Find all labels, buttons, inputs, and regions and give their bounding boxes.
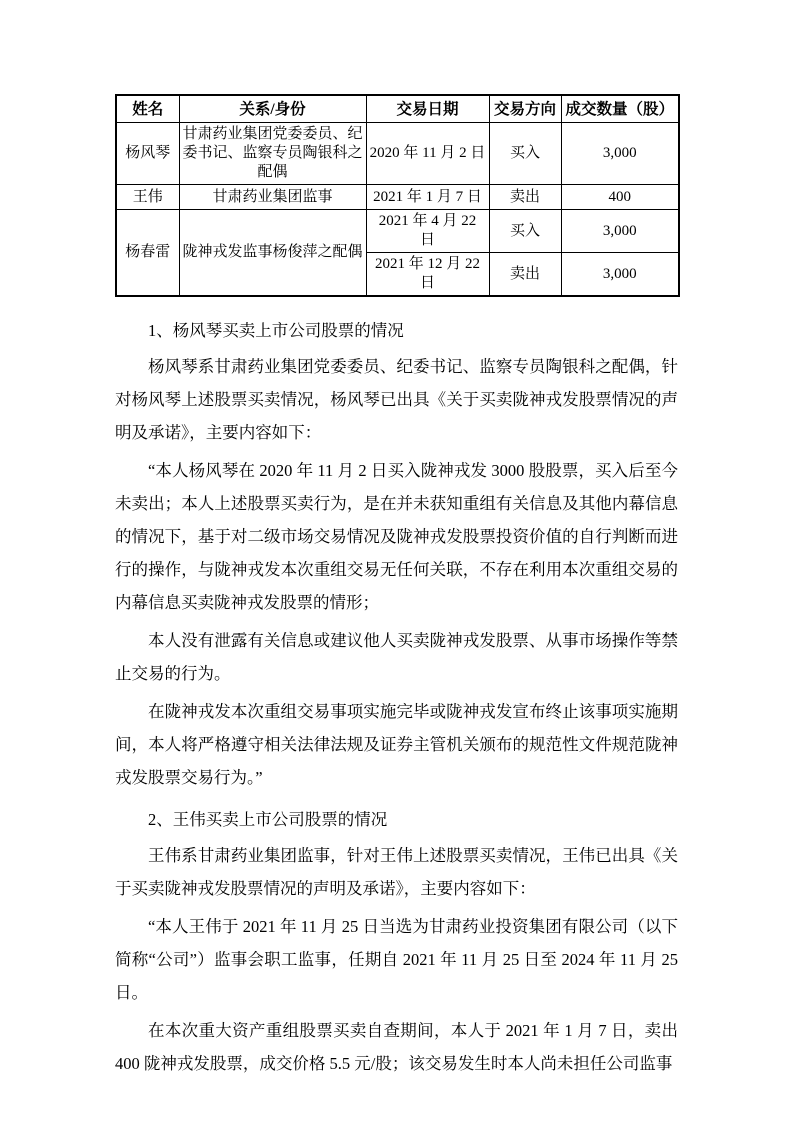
table-row: [116, 185, 679, 210]
cell-trade-quantity: 3,000: [561, 123, 679, 185]
cell-trade-quantity: 3,000: [561, 253, 679, 297]
cell-name: 王伟: [116, 185, 179, 210]
paragraph: 本人没有泄露有关信息或建议他人买卖陇神戎发股票、从事市场操作等禁止交易的行为。: [115, 631, 678, 683]
cell-trade-direction: 卖出: [489, 185, 561, 210]
paragraph: 在本次重大资产重组股票买卖自查期间，本人于 2021 年 1 月 7 日，卖出 400 陇神戎发股票，成交价格 5.5 元/股；该交易发生时本人尚未担任公司监事: [115, 1021, 678, 1073]
cell-relation: 陇神戎发监事杨俊萍之配偶: [179, 210, 366, 297]
cell-relation: 甘肃药业集团监事: [179, 185, 366, 210]
header-trade-direction: 交易方向: [489, 95, 561, 123]
cell-trade-date: 2021 年 1 月 7 日: [366, 185, 489, 210]
header-name: 姓名: [116, 95, 179, 123]
table-row: [116, 123, 679, 185]
cell-trade-date: 2021 年 4 月 22 日: [366, 210, 489, 253]
paragraph: 王伟系甘肃药业集团监事，针对王伟上述股票买卖情况，王伟已出具《关于买卖陇神戎发股票情况的声明及承诺》，主要内容如下：: [115, 846, 678, 898]
paragraph: “本人杨风琴在 2020 年 11 月 2 日买入陇神戎发 3000 股股票，买入后至今未卖出；本人上述股票买卖行为，是在并未获知重组有关信息及其他内幕信息的情况下，基于对二级市场交易情况及陇神戎发股票投资价值的自行判断而进行的操作，与陇神戎发本次重组交易无任何关联，不存在利用本次重组交易的内幕信息买卖陇神戎发股票的情形；: [115, 461, 678, 612]
table-row: [116, 210, 679, 253]
section-yangfengqin: [115, 314, 678, 794]
cell-trade-date: 2021 年 12 月 22 日: [366, 253, 489, 297]
cell-trade-direction: 买入: [489, 123, 561, 185]
cell-name: 杨春雷: [116, 210, 179, 297]
paragraph: 杨风琴系甘肃药业集团党委委员、纪委书记、监察专员陶银科之配偶，针对杨风琴上述股票买卖情况，杨风琴已出具《关于买卖陇神戎发股票情况的声明及承诺》，主要内容如下：: [115, 357, 678, 442]
header-trade-quantity: 成交数量（股）: [561, 95, 679, 123]
table-header-row: [116, 95, 679, 123]
cell-name: 杨风琴: [116, 123, 179, 185]
document-content: [115, 94, 678, 1085]
header-relation: 关系/身份: [179, 95, 366, 123]
paragraph: “本人王伟于 2021 年 11 月 25 日当选为甘肃药业投资集团有限公司（以下简称“公司”）监事会职工监事，任期自 2021 年 11 月 25 日至 2024 年 11 月 25 日。: [115, 917, 678, 1002]
cell-trade-date: 2020 年 11 月 2 日: [366, 123, 489, 185]
section-heading: 1、杨风琴买卖上市公司股票的情况: [148, 321, 404, 340]
insider-trades-table: [115, 94, 680, 297]
cell-trade-quantity: 3,000: [561, 210, 679, 253]
cell-relation: 甘肃药业集团党委委员、纪委书记、监察专员陶银科之配偶: [179, 123, 366, 185]
section-heading: 2、王伟买卖上市公司股票的情况: [148, 810, 388, 829]
section-wangwei: [115, 803, 678, 1080]
paragraph: 在陇神戎发本次重组交易事项实施完毕或陇神戎发宣布终止该事项实施期间，本人将严格遵守相关法律法规及证券主管机关颁布的规范性文件规范陇神戎发股票交易行为。”: [115, 702, 678, 787]
cell-trade-direction: 卖出: [489, 253, 561, 297]
body-text: [115, 314, 678, 1080]
header-trade-date: 交易日期: [366, 95, 489, 123]
cell-trade-direction: 买入: [489, 210, 561, 253]
cell-trade-quantity: 400: [561, 185, 679, 210]
